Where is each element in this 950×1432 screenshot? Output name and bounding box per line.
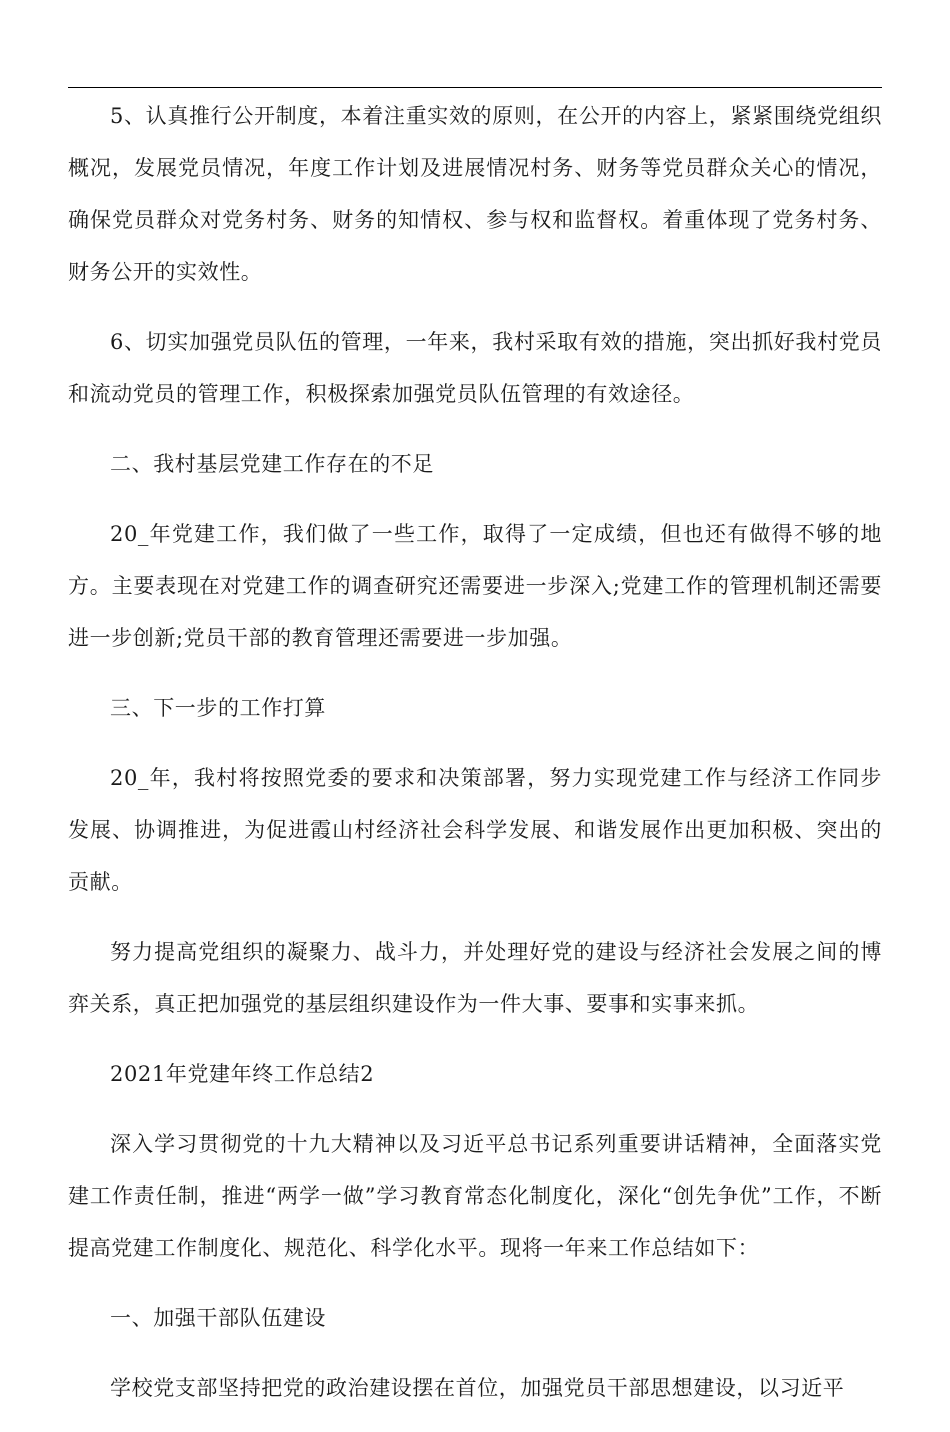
section-heading-shortcomings: 二、我村基层党建工作存在的不足 bbox=[110, 452, 434, 476]
paragraph-item-5: 5、认真推行公开制度，本着注重实效的原则，在公开的内容上，紧紧围绕党组织概况，发展党员情况，年度工作计划及进展情况村务、财务等党员群众关心的情况，确保党员群众对党务村务、财务的知情权、参与权和监督权。着重体现了党务村务、财务公开的实效性。 bbox=[68, 104, 882, 284]
paragraph-improve-cohesion: 努力提高党组织的凝聚力、战斗力，并处理好党的建设与经济社会发展之间的博弈关系，真正把加强党的基层组织建设作为一件大事、要事和实事来抓。 bbox=[68, 940, 882, 1016]
paragraph-shortcomings: 20_年党建工作，我们做了一些工作，取得了一定成绩，但也还有做得不够的地方。主要表现在对党建工作的调查研究还需要进一步深入;党建工作的管理机制还需要进一步创新;党员干部的教育管理还需要进一步加强。 bbox=[68, 522, 882, 650]
header-rule bbox=[68, 87, 882, 88]
section-heading-next-steps: 三、下一步的工作打算 bbox=[110, 696, 326, 720]
paragraph-next-steps: 20_年，我村将按照党委的要求和决策部署，努力实现党建工作与经济工作同步发展、协调推进，为促进霞山村经济社会科学发展、和谐发展作出更加积极、突出的贡献。 bbox=[68, 766, 882, 894]
paragraph-item-6: 6、切实加强党员队伍的管理，一年来，我村采取有效的措施，突出抓好我村党员和流动党员的管理工作，积极探索加强党员队伍管理的有效途径。 bbox=[68, 330, 882, 406]
paragraph-intro-2: 深入学习贯彻党的十九大精神以及习近平总书记系列重要讲话精神，全面落实党建工作责任制，推进“两学一做”学习教育常态化制度化，深化“创先争优”工作，不断提高党建工作制度化、规范化、科学化水平。现将一年来工作总结如下： bbox=[68, 1132, 882, 1260]
document-body bbox=[68, 90, 882, 1432]
document-subtitle: 2021年党建年终工作总结2 bbox=[110, 1062, 375, 1086]
paragraph-cadre-building: 学校党支部坚持把党的政治建设摆在首位，加强党员干部思想建设，以习近平 bbox=[110, 1376, 845, 1400]
section-heading-cadre-building: 一、加强干部队伍建设 bbox=[110, 1306, 326, 1330]
